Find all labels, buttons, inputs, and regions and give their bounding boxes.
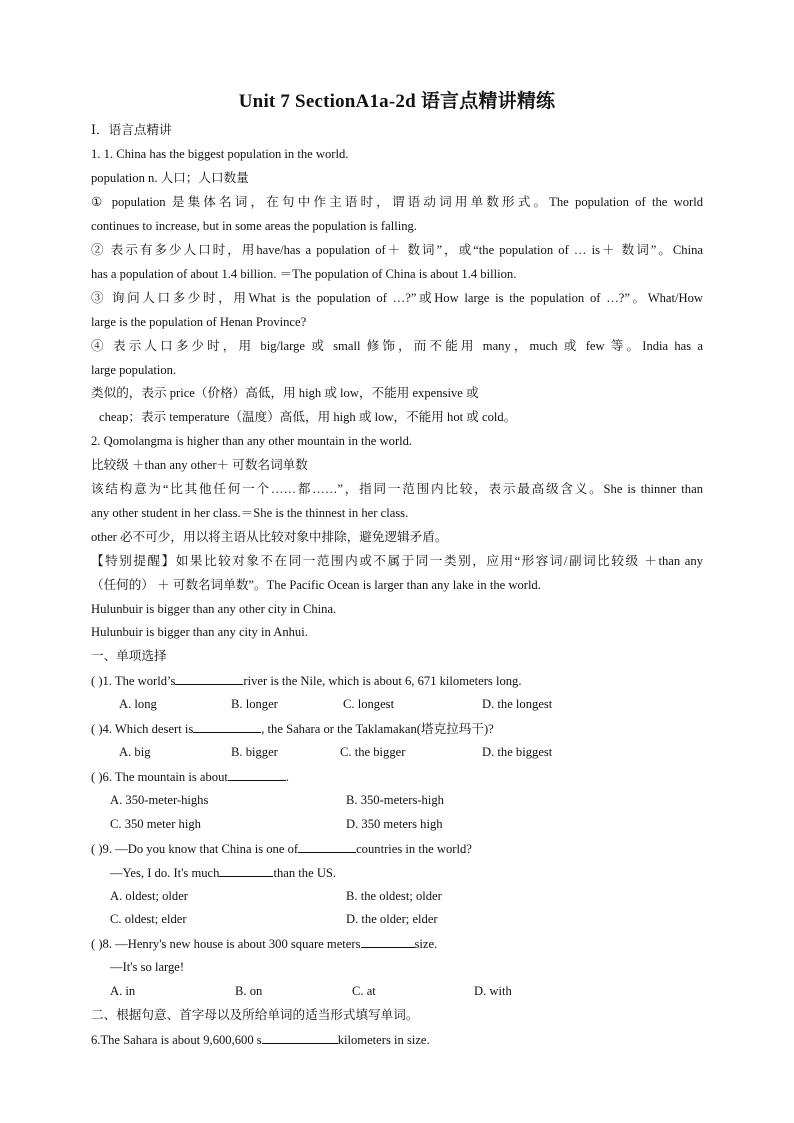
answer-paren[interactable]: ( ) [91,674,103,688]
point-1-line: cheap；表示 temperature（温度）高低，用 high 或 low，不能用 hot 或 cold。 [99,410,517,424]
option-a[interactable]: A. long [119,697,157,711]
option-c[interactable]: C. oldest; elder [110,912,187,926]
option-b[interactable]: B. the oldest; older [346,889,442,903]
point-1-line: has a population of about 1.4 billion. ＝The population of China is about 1.4 billion. [91,267,517,281]
point-1-line: 类似的，表示 price（价格）高低，用 high 或 low，不能用 expensive 或 [91,386,479,400]
answer-blank[interactable] [361,935,415,948]
point-1-line: large population. [91,363,177,377]
option-b[interactable]: B. 350-meters-high [346,793,444,807]
option-d[interactable]: D. 350 meters high [346,817,443,831]
page-title: Unit 7 SectionA1a-2d 语言点精讲精练 [238,91,556,112]
answer-paren[interactable]: ( ) [91,937,103,951]
option-a[interactable]: A. big [119,745,151,759]
answer-blank[interactable] [219,864,273,877]
option-c[interactable]: C. the bigger [340,745,406,759]
option-c[interactable]: C. at [352,984,376,998]
fill-in-question-6: 6.The Sahara is about 9,600,600 s kilometers in size. [91,1033,430,1047]
point-1-line: ② 表示有多少人口时，用have/has a population of＋ 数词”，或“the population of … is＋ 数词”。China [91,243,703,257]
section-heading-1: Ⅰ．语言点精讲 [91,123,172,137]
point-2-line: 该结构意为“比其他任何一个……都……”，指同一范围内比较，表示最高级含义。She is thinner than [91,482,703,496]
question-6: ( )6. The mountain is about . [91,770,290,784]
option-b[interactable]: B. on [235,984,263,998]
option-d[interactable]: D. the longest [482,697,553,711]
point-2-line: any other student in her class.＝She is the thinnest in her class. [91,506,409,520]
point-2-line: （任何的） ＋ 可数名词单数”。The Pacific Ocean is larger than any lake in the world. [91,578,541,592]
point-1-line: ③ 询问人口多少时，用What is the population of …?”或How large is the population of …?”。What/How [91,291,703,305]
option-a[interactable]: A. 350-meter-highs [110,793,209,807]
answer-blank[interactable] [298,840,356,853]
option-d[interactable]: D. with [474,984,512,998]
point-2-line: Hulunbuir is bigger than any city in Anhui. [91,625,308,639]
option-b[interactable]: B. longer [231,697,278,711]
point-1-heading: 1. 1. China has the biggest population in the world. [91,147,349,161]
option-c[interactable]: C. 350 meter high [110,817,201,831]
option-d[interactable]: D. the older; elder [346,912,438,926]
option-c[interactable]: C. longest [343,697,395,711]
point-2-line: Hulunbuir is bigger than any other city in China. [91,602,337,616]
point-1-line: continues to increase, but in some areas the population is falling. [91,219,417,233]
answer-blank[interactable] [228,768,286,781]
question-8-line-2: —It's so large! [110,960,185,974]
point-1-line: large is the population of Henan Province? [91,315,307,329]
answer-blank[interactable] [193,720,261,733]
answer-paren[interactable]: ( ) [91,842,103,856]
answer-blank[interactable] [262,1031,338,1044]
option-b[interactable]: B. bigger [231,745,278,759]
question-9-line-2: —Yes, I do. It's much than the US. [110,866,337,880]
point-2-line: other 必不可少，用以将主语从比较对象中排除，避免逻辑矛盾。 [91,530,448,544]
point-1-line: population n. 人口；人口数量 [91,171,249,185]
point-1-line: ① population 是集体名词，在句中作主语时，谓语动词用单数形式。The population of the world [91,195,703,209]
option-d[interactable]: D. the biggest [482,745,553,759]
answer-paren[interactable]: ( ) [91,770,103,784]
point-2-heading: 2. Qomolangma is higher than any other mountain in the world. [91,434,413,448]
question-8: ( )8. —Henry's new house is about 300 square meters size. [91,937,438,951]
option-a[interactable]: A. in [110,984,136,998]
option-a[interactable]: A. oldest; older [110,889,188,903]
answer-paren[interactable]: ( ) [91,722,103,736]
question-9: ( )9. —Do you know that China is one of countries in the world? [91,842,472,856]
point-1-line: ④ 表示人口多少时，用 big/large 或 small 修饰，而不能用 many，much 或 few 等。India has a [91,339,703,353]
question-1: ( )1. The world’s river is the Nile, which is about 6, 671 kilometers long. [91,674,522,688]
answer-blank[interactable] [175,672,243,685]
section-heading-3: 二、根据句意、首字母以及所给单词的适当形式填写单词。 [91,1008,419,1022]
point-2-line: 【特别提醒】如果比较对象不在同一范围内或不属于同一类别，应用“形容词/副词比较级 ＋than any [91,554,703,568]
section-heading-2: 一、单项选择 [91,649,167,663]
point-2-line: 比较级 ＋than any other＋ 可数名词单数 [91,458,308,472]
question-4: ( )4. Which desert is , the Sahara or the Taklamakan(塔克拉玛干)? [91,722,494,736]
